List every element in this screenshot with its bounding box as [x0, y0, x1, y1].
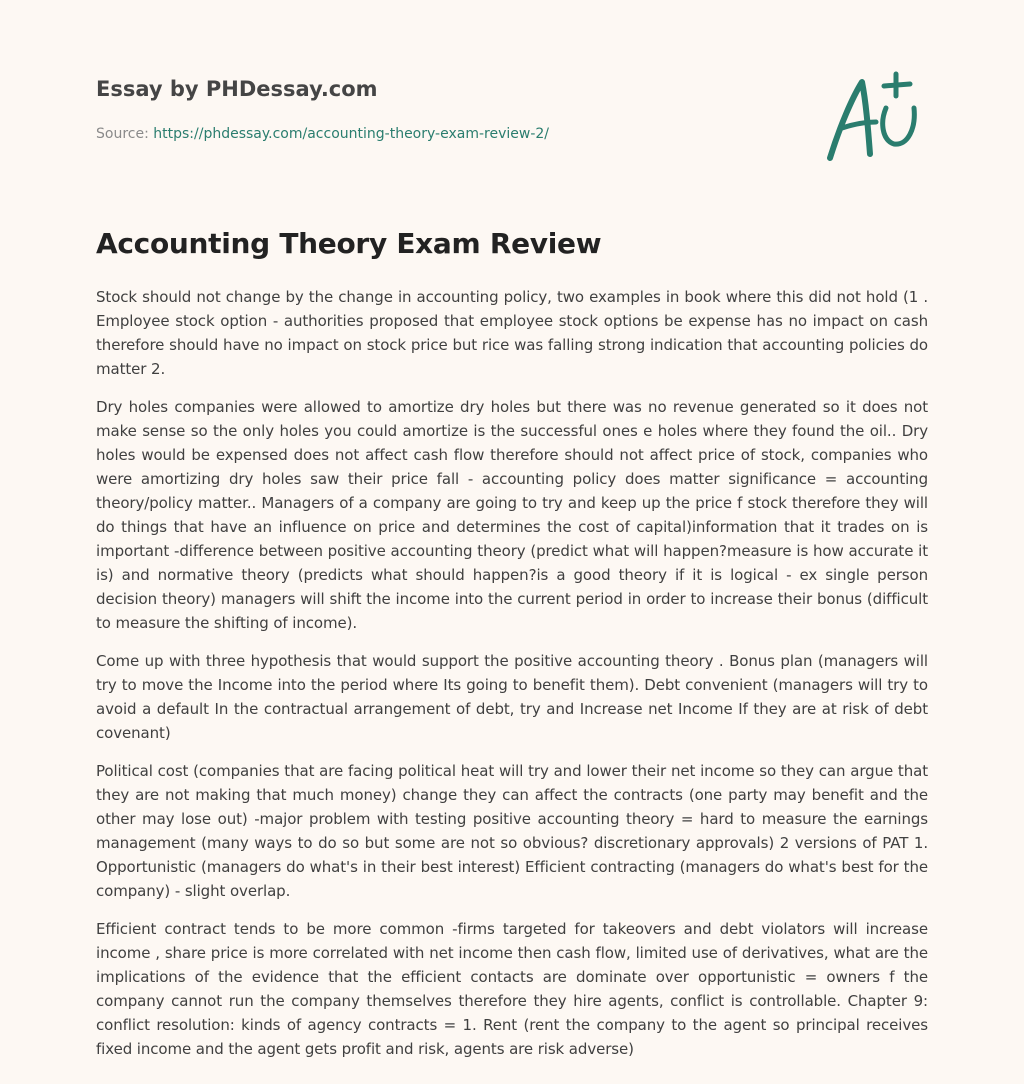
essay-title: Accounting Theory Exam Review [96, 227, 602, 260]
a-plus-logo [820, 64, 932, 168]
essay-header [96, 74, 796, 144]
essay-body [96, 285, 928, 1075]
essay-paragraph: Come up with three hypothesis that would support the positive accounting theory . Bonus plan (managers will try to move the Income into the period where Its going to benefit them). Debt convenient (managers will try to avoid a default In the contractual arrangement of debt, try and Increase net Income If they are at risk of debt covenant) [96, 652, 928, 742]
source-label: Source: [96, 126, 149, 142]
site-title: Essay by PHDessay.com [96, 77, 378, 101]
essay-paragraph: Efficient contract tends to be more common -firms targeted for takeovers and debt violators will increase income , share price is more correlated with net income then cash flow, limited use of derivatives, what are the implications of the evidence that the efficient contacts are dominate over opportunistic = owners f the company cannot run the company themselves therefore they hire agents, conflict is controllable. Chapter 9: conflict resolution: kinds of agency contracts = 1. Rent (rent the company to the agent so principal receives fixed income and the agent gets profit and risk, agents are risk adverse) [96, 920, 928, 1058]
essay-paragraph: Stock should not change by the change in accounting policy, two examples in book where this did not hold (1 . Employee stock option - authorities proposed that employee stock options be expense has no impact on cash therefore should have no impact on stock price but rice was falling strong indication that accounting policies do matter 2. [96, 288, 928, 378]
essay-paragraph: Political cost (companies that are facing political heat will try and lower their net income so they can argue that they are not making that much money) change they can affect the contracts (one party may benefit and the other may lose out) -major problem with testing positive accounting theory = hard to measure the earnings management (many ways to do so but some are not so obvious? discretionary approvals) 2 versions of PAT 1. Opportunistic (managers do what's in their best interest) Efficient contracting (managers do what's best for the company) - slight overlap. [96, 762, 928, 900]
essay-paragraph: Dry holes companies were allowed to amortize dry holes but there was no revenue generated so it does not make sense so the only holes you could amortize is the successful ones e holes where they found the oil.. Dry holes would be expensed does not affect cash flow therefore should not affect price of stock, companies who were amortizing dry holes saw their price fall - accounting policy does matter significance = accounting theory/policy matter.. Managers of a company are going to try and keep up the price f stock therefore they will do things that have an influence on price and determines the cost of capital)information that it trades on is important -difference between positive accounting theory (predict what will happen?measure is how accurate it is) and normative theory (predicts what should happen?is a good theory if it is logical - ex single person decision theory) managers will shift the income into the current period in order to increase their bonus (difficult to measure the shifting of income). [96, 398, 928, 632]
source-line [96, 124, 796, 144]
source-link[interactable]: https://phdessay.com/accounting-theory-exam-review-2/ [153, 126, 549, 142]
